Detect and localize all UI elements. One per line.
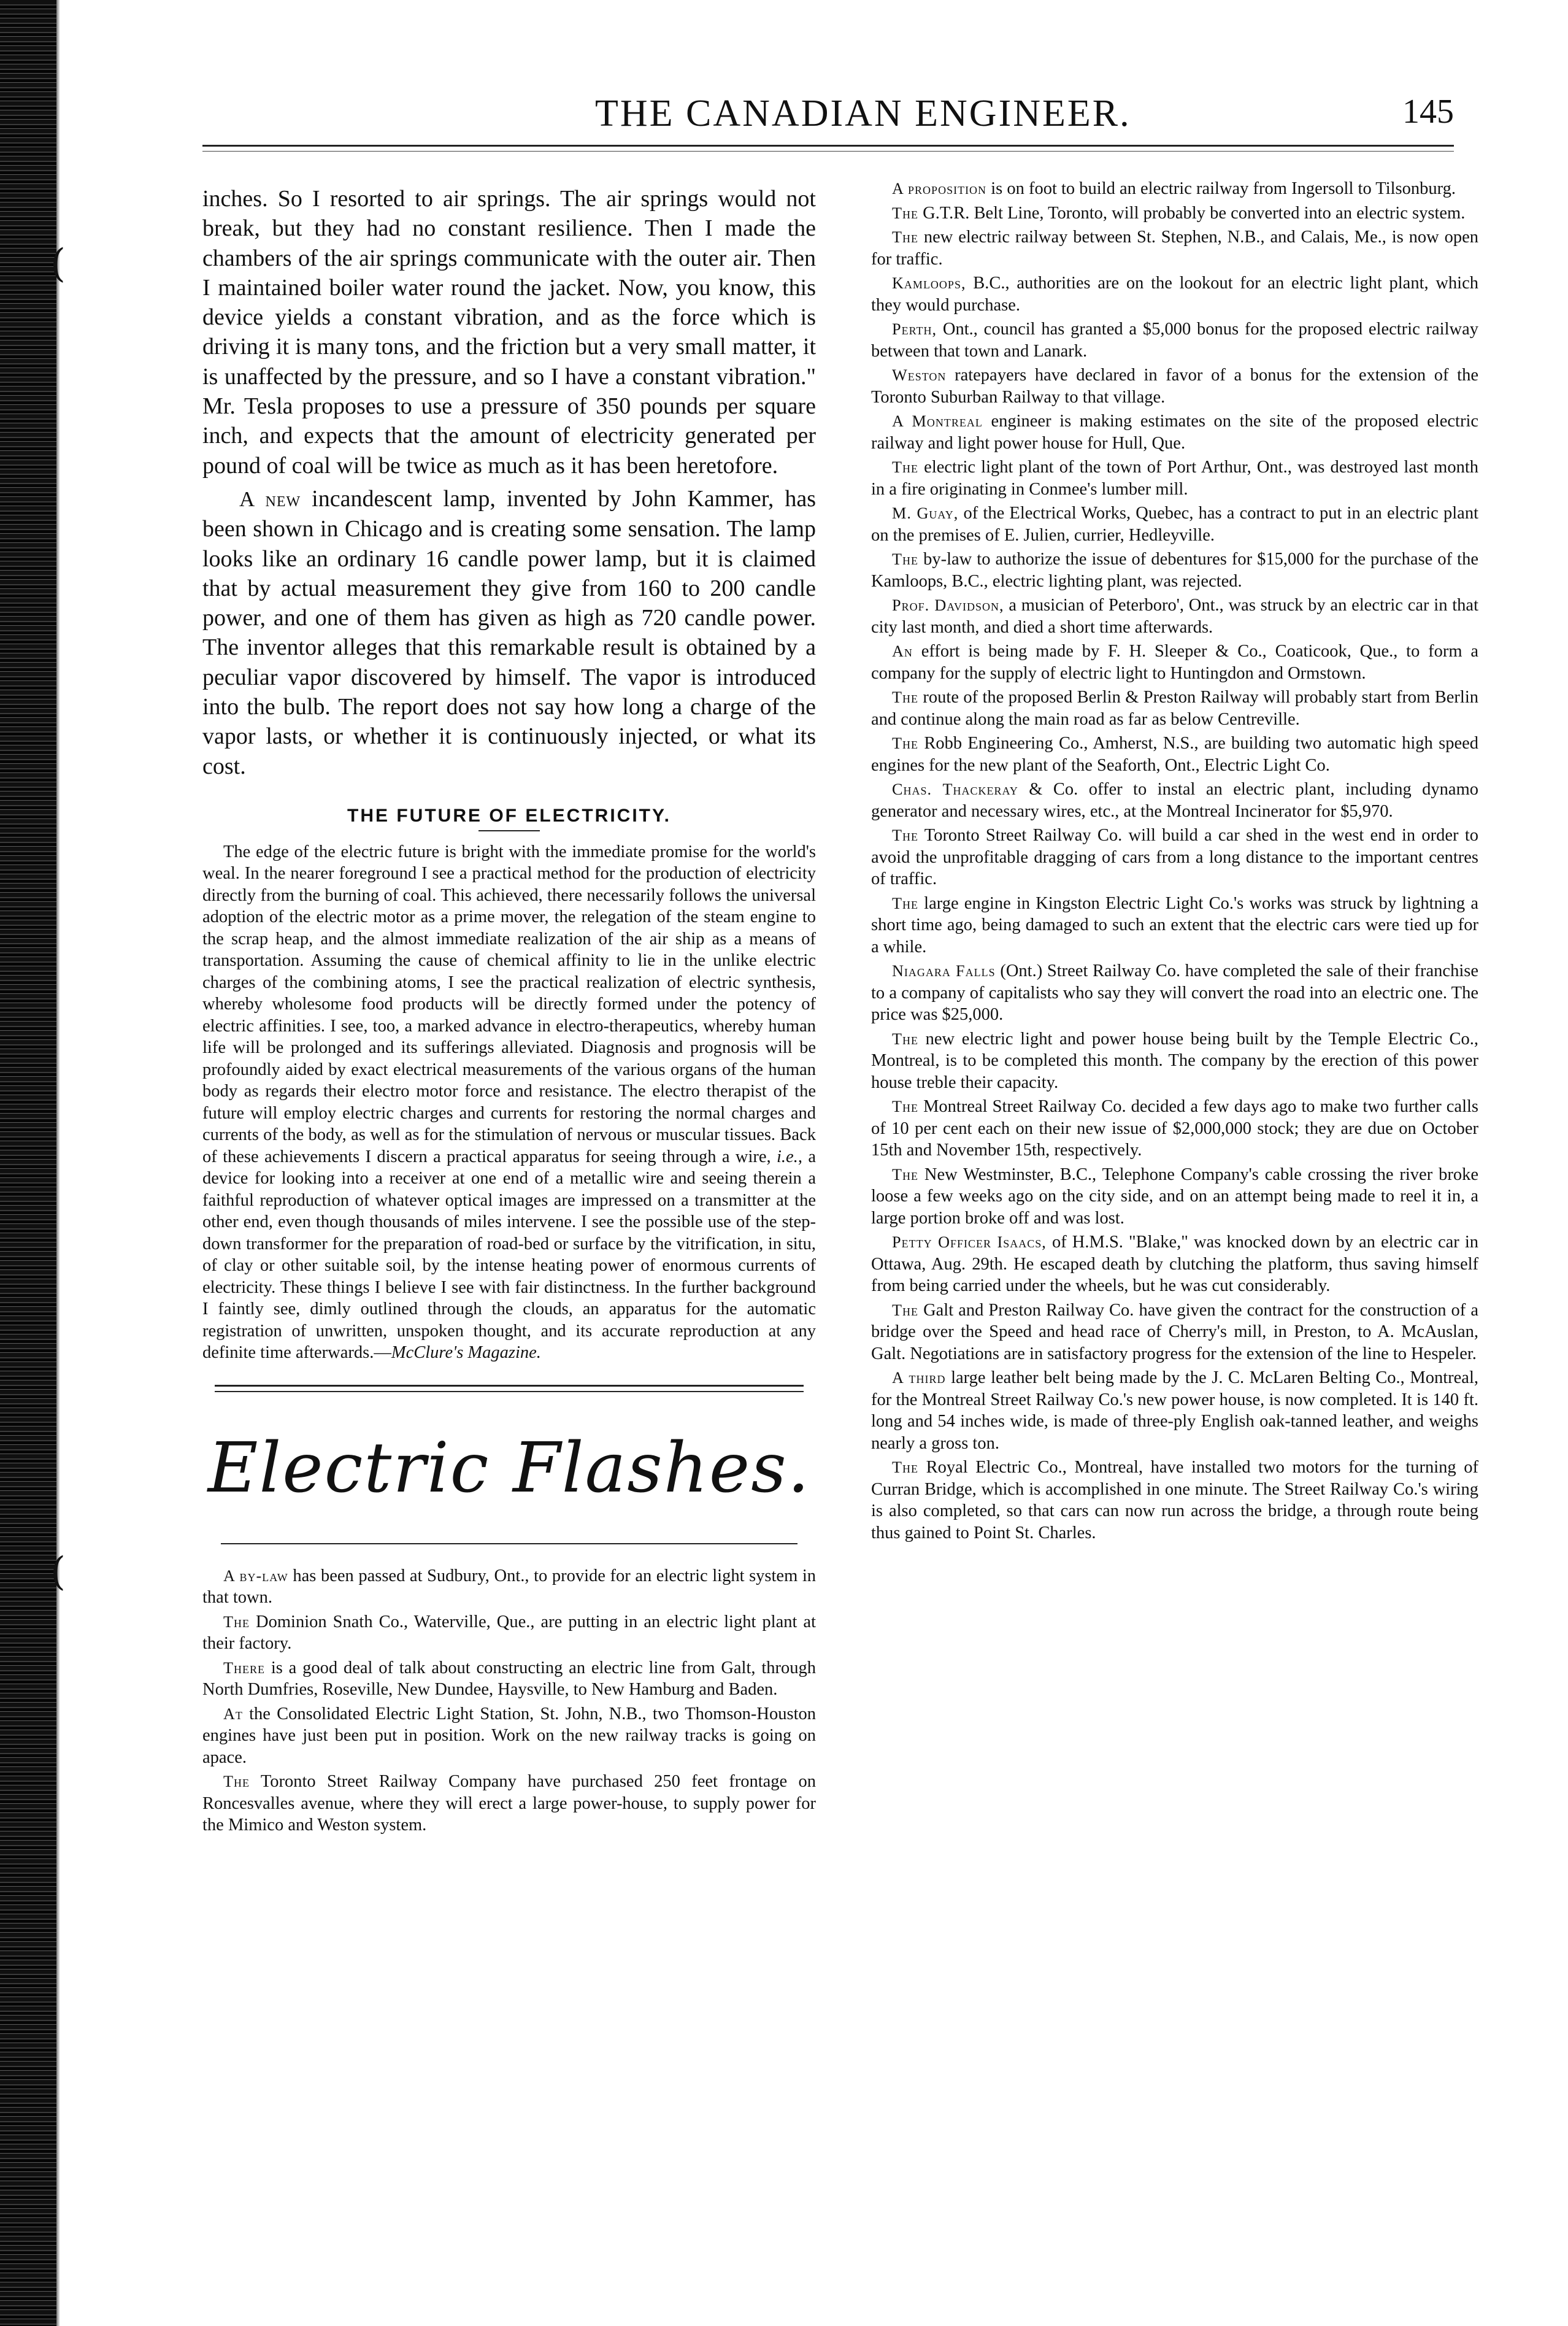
- news-text: new electric light and power house being built by the Temple Electric Co., Montreal, is to be completed this month. The company by the erection of this power house treble their capacity.: [871, 1029, 1478, 1092]
- lead-words: A Montreal: [892, 412, 983, 430]
- article-text: The edge of the electric future is bright with the immediate promise for the world's weal. In the nearer foreground I see a practical method for the production of electricity directly from the burning of coal. This achieved, there necessarily follows the universal adoption of the electric motor as a prime mover, the relegation of the steam engine to the scrap heap, and the almost immediate realization of the air ship as a means of transportation. Assuming the cause of chemical affinity to lie in the unlike electric charges of the combining atoms, I see the practical realization of electric synthesis, whereby wholesome food products will be directly formed under the potency of electric affinities. I see, too, a marked advance in electro-therapeutics, whereby human life will be prolonged and its sufferings alleviated. Diagnosis and prognosis will be profoundly aided by exact electrical measurements of the various organs of the human body as regards their electro motor force and resistance. The electro therapist of the future will employ electric charges and currents for restoring the normal charges and currents of the body, as well as for the stimulation of nervous or muscular tissues. Back of these achievements I discern a practical apparatus for seeing through a wire,: [202, 842, 816, 1166]
- lead-words: The: [892, 204, 919, 222]
- news-item: [202, 1565, 816, 1609]
- electric-flashes-heading: Electric Flashes.: [207, 1428, 811, 1508]
- section-divider: [202, 1376, 816, 1401]
- news-item: [871, 1164, 1478, 1230]
- news-item: [871, 641, 1478, 684]
- page-header: [202, 92, 1454, 147]
- paragraph-text: incandescent lamp, invented by John Kammer, has been shown in Chicago and is creating some sensation. The lamp looks like an ordinary 16 candle power lamp, but it is claimed that by actual measurement they give from 160 to 200 candle power, and one of them has given as high as 720 candle power. The inventor alleges that this remarkable result is obtained by a peculiar vapor discovered by himself. The vapor is introduced into the bulb. The report does not say how long a charge of the vapor lasts, or whether it is continuously injected, or what its cost.: [202, 485, 816, 779]
- news-text: B.C., authorities are on the lookout for an electric light plant, which they would purchase.: [871, 274, 1478, 315]
- news-item: [871, 1096, 1478, 1161]
- left-column: [202, 184, 816, 1839]
- lead-words: A by-law: [223, 1566, 288, 1585]
- lead-words: The: [892, 1098, 919, 1115]
- news-text: New Westminster, B.C., Telephone Company's cable crossing the river broke loose a few weeks ago on the city side, and on an attempt being made to reel it in, a large portion broke off and was lost.: [871, 1165, 1478, 1228]
- heading-rule: [221, 1543, 797, 1544]
- article-text-cont: , a device for looking into a receiver at one end of a metallic wire and seeing therein a faithful reproduction of whatever optical images are impressed on a transmitter at the other end, even though thousands of miles intervene. I see the possible use of the step-down transformer for the preparation of road-bed or surface by the vitrification, in situ, of clay or other suitable soil, by the intense heating power of enormous currents of electricity. These things I believe I see with fair distinctness. In the further background I faintly see, dimly outlined through the clouds, an apparatus for the automatic registration of unwritten, unspoken thought, and its accurate reproduction at any definite time afterwards.—: [202, 1147, 816, 1363]
- news-item: [871, 503, 1478, 546]
- news-item: [871, 178, 1478, 200]
- lead-words: The: [892, 1165, 919, 1184]
- news-item: [871, 318, 1478, 362]
- lead-words: At: [223, 1704, 243, 1723]
- news-text: the Consolidated Electric Light Station, St. John, N.B., two Thomson-Houston engines have just been put in position. Work on the new railway tracks is going on apace.: [202, 1704, 816, 1767]
- header-rule-thin: [202, 151, 1454, 152]
- news-text: & Co. offer to instal an electric plant, including dynamo generator and necessary wires, etc., at the Montreal Incinerator for $5,970.: [871, 780, 1478, 821]
- news-item: [871, 1028, 1478, 1094]
- article-source: McClure's Magazine.: [391, 1343, 541, 1363]
- news-text: Toronto Street Railway Co. will build a car shed in the west end in order to avoid the unprofitable dragging of cars from a long distance to the important centres of traffic.: [871, 826, 1478, 888]
- lead-words: Petty Officer Isaacs,: [892, 1233, 1047, 1251]
- news-item: [871, 549, 1478, 592]
- news-text: effort is being made by F. H. Sleeper & Co., Coaticook, Que., to form a company for the supply of electric light to Huntingdon and Ormstown.: [871, 642, 1478, 683]
- news-item: [871, 825, 1478, 890]
- lead-words: Weston: [892, 366, 947, 384]
- news-text: G.T.R. Belt Line, Toronto, will probably be converted into an electric system.: [918, 203, 1466, 223]
- news-item: [871, 364, 1478, 408]
- lead-words: The: [892, 228, 919, 246]
- news-text: Galt and Preston Railway Co. have given the contract for the construction of a bridge over the Speed and head race of Cherry's mill, in Preston, to A. McAuslan, Galt. Negotiations are in satisfactory progress for the extension of the line to Hespeler.: [871, 1300, 1478, 1363]
- news-text: is on foot to build an electric railway from Ingersoll to Tilsonburg.: [986, 179, 1456, 198]
- news-text: Toronto Street Railway Company have purchased 250 feet frontage on Roncesvalles avenue, where they will erect a large power-house, to supply power for the Mimico and Weston system.: [202, 1772, 816, 1835]
- news-item: [871, 1457, 1478, 1544]
- right-column: [871, 178, 1478, 1546]
- article-italic: i.e.: [777, 1147, 798, 1166]
- news-text: by-law to authorize the issue of debentures for $15,000 for the purchase of the Kamloops, B.C., electric lighting plant, was rejected.: [871, 550, 1478, 591]
- news-text: engineer is making estimates on the site of the proposed electric railway and light power house for Hull, Que.: [871, 412, 1479, 453]
- bracket-mark-bottom: (: [50, 1549, 66, 1595]
- lamp-paragraph: [202, 484, 816, 781]
- lead-words: The: [892, 734, 919, 752]
- news-text: route of the proposed Berlin & Preston Railway will probably start from Berlin and continue along the main road as far as below Centreville.: [871, 688, 1478, 729]
- lead-words: M. Guay,: [892, 504, 959, 522]
- news-text: ratepayers have declared in favor of a bonus for the extension of the Toronto Suburban Railway to that village.: [871, 366, 1478, 407]
- lead-words: The: [892, 550, 919, 568]
- news-text: Montreal Street Railway Co. decided a few days ago to make two further calls of 10 per cent each on their new issue of $2,000,000 stock; they are due on October 15th and November 15th, respectively.: [871, 1097, 1478, 1160]
- news-text: of H.M.S. "Blake," was knocked down by an electric car in Ottawa, Aug. 29th. He escaped death by clutching the platform, thus saving himself from being carried under the wheels, but he was cut considerably.: [871, 1233, 1478, 1295]
- news-text: large engine in Kingston Electric Light Co.'s works was struck by lightning a short time ago, being damaged to such an extent that the electric cars were tied up for a while.: [871, 893, 1478, 957]
- lead-words: A new: [239, 487, 301, 511]
- news-text: large leather belt being made by the J. C. McLaren Belting Co., Montreal, for the Montreal Street Railway Co.'s new power house, is now completed. It is 140 ft. long and 54 inches wide, is made of three-ply English oak-tanned leather, and weighs nearly a gross ton.: [871, 1368, 1478, 1453]
- lead-words: A proposition: [892, 180, 987, 198]
- bracket-mark-top: (: [50, 241, 66, 287]
- journal-title: THE CANADIAN ENGINEER.: [595, 93, 1131, 134]
- news-item: [871, 456, 1478, 500]
- article-body: [202, 841, 816, 1364]
- lead-words: Prof. Davidson,: [892, 596, 1004, 614]
- news-text: a musician of Peterboro', Ont., was struck by an electric car in that city last month, and died a short time afterwards.: [871, 596, 1478, 637]
- lead-words: There: [223, 1658, 266, 1677]
- news-text: Robb Engineering Co., Amherst, N.S., are building two automatic high speed engines for the new plant of the Seaforth, Ont., Electric Light Co.: [871, 734, 1478, 775]
- news-item: [871, 960, 1478, 1026]
- lead-words: Kamloops,: [892, 274, 966, 292]
- lead-words: The: [892, 688, 919, 706]
- news-text: new electric railway between St. Stephen, N.B., and Calais, Me., is now open for traffic.: [871, 228, 1478, 269]
- lead-words: The: [892, 1301, 919, 1319]
- news-text: Ont., council has granted a $5,000 bonus for the proposed electric railway between that town and Lanark.: [871, 320, 1478, 361]
- lead-words: The: [892, 1030, 919, 1048]
- lead-words: The: [892, 1458, 919, 1476]
- news-item: [871, 226, 1478, 270]
- article-paragraph: [202, 841, 816, 1364]
- news-item: [871, 410, 1478, 454]
- news-text: (Ont.) Street Railway Co. have completed the sale of their franchise to a company of capitalists who say they will convert the road into an electric one. The price was $25,000.: [871, 961, 1478, 1024]
- news-item: [202, 1611, 816, 1655]
- news-item: [871, 595, 1478, 638]
- news-item: [202, 1657, 816, 1701]
- lead-words: The: [223, 1773, 250, 1791]
- news-item: [871, 272, 1478, 316]
- tesla-paragraph: inches. So I resorted to air springs. The air springs would not break, but they had no constant resilience. Then I made the chambers of the air springs communicate with the outer air. Then I maintained boiler water round the jacket. Now, you know, this device yields a constant vibration, and as the force which is driving it is many tons, and the friction but a very small matter, it is unaffected by the pressure, and so I have a constant vibration." Mr. Tesla proposes to use a pressure of 350 pounds per square inch, and expects that the amount of electricity generated per pound of coal will be twice as much as it has been heretofore.: [202, 186, 816, 479]
- news-text: is a good deal of talk about constructing an electric line from Galt, through North Dumfries, Roseville, New Dundee, Haysville, to New Hamburg and Baden.: [202, 1658, 816, 1700]
- news-text: of the Electrical Works, Quebec, has a contract to put in an electric plant on the premises of E. Julien, currier, Hedleyville.: [871, 504, 1478, 545]
- lead-words: Niagara Falls: [892, 962, 996, 980]
- header-rule: [202, 145, 1454, 147]
- lead-words: An: [892, 642, 913, 660]
- binding-edge: [0, 0, 56, 2326]
- news-text: Dominion Snath Co., Waterville, Que., are putting in an electric light plant at their factory.: [202, 1612, 816, 1654]
- news-item: [871, 1300, 1478, 1365]
- news-item: [871, 733, 1478, 776]
- binding-shadow: [56, 0, 60, 2326]
- news-item: [871, 202, 1478, 225]
- flash-items-left: [202, 1565, 816, 1836]
- lead-words: Perth,: [892, 320, 937, 338]
- news-item: [871, 1367, 1478, 1454]
- article-title: THE FUTURE OF ELECTRICITY.: [347, 805, 671, 826]
- lead-words: The: [892, 894, 919, 912]
- news-text: Royal Electric Co., Montreal, have installed two motors for the turning of Curran Bridge, which is accomplished in one minute. The Street Railway Co.'s wiring is also completed, so that cars can now run across the bridge, a through route being thus gained to Point St. Charles.: [871, 1458, 1478, 1542]
- news-text: has been passed at Sudbury, Ont., to provide for an electric light system in that town.: [202, 1566, 817, 1608]
- news-text: electric light plant of the town of Port Arthur, Ont., was destroyed last month in a fire originating in Conmee's lumber mill.: [871, 458, 1478, 499]
- news-item: [202, 1703, 816, 1769]
- title-rule: [478, 830, 540, 831]
- lead-words: Chas. Thackeray: [892, 780, 1018, 798]
- news-item: [871, 1231, 1478, 1297]
- news-item: [871, 779, 1478, 822]
- lead-words: The: [892, 458, 919, 476]
- lead-words: A third: [892, 1369, 946, 1387]
- lead-words: The: [223, 1612, 250, 1631]
- page-number: 145: [1402, 93, 1454, 131]
- news-item: [871, 687, 1478, 730]
- news-item: [202, 1771, 816, 1836]
- news-item: [871, 893, 1478, 958]
- lead-words: The: [892, 826, 919, 844]
